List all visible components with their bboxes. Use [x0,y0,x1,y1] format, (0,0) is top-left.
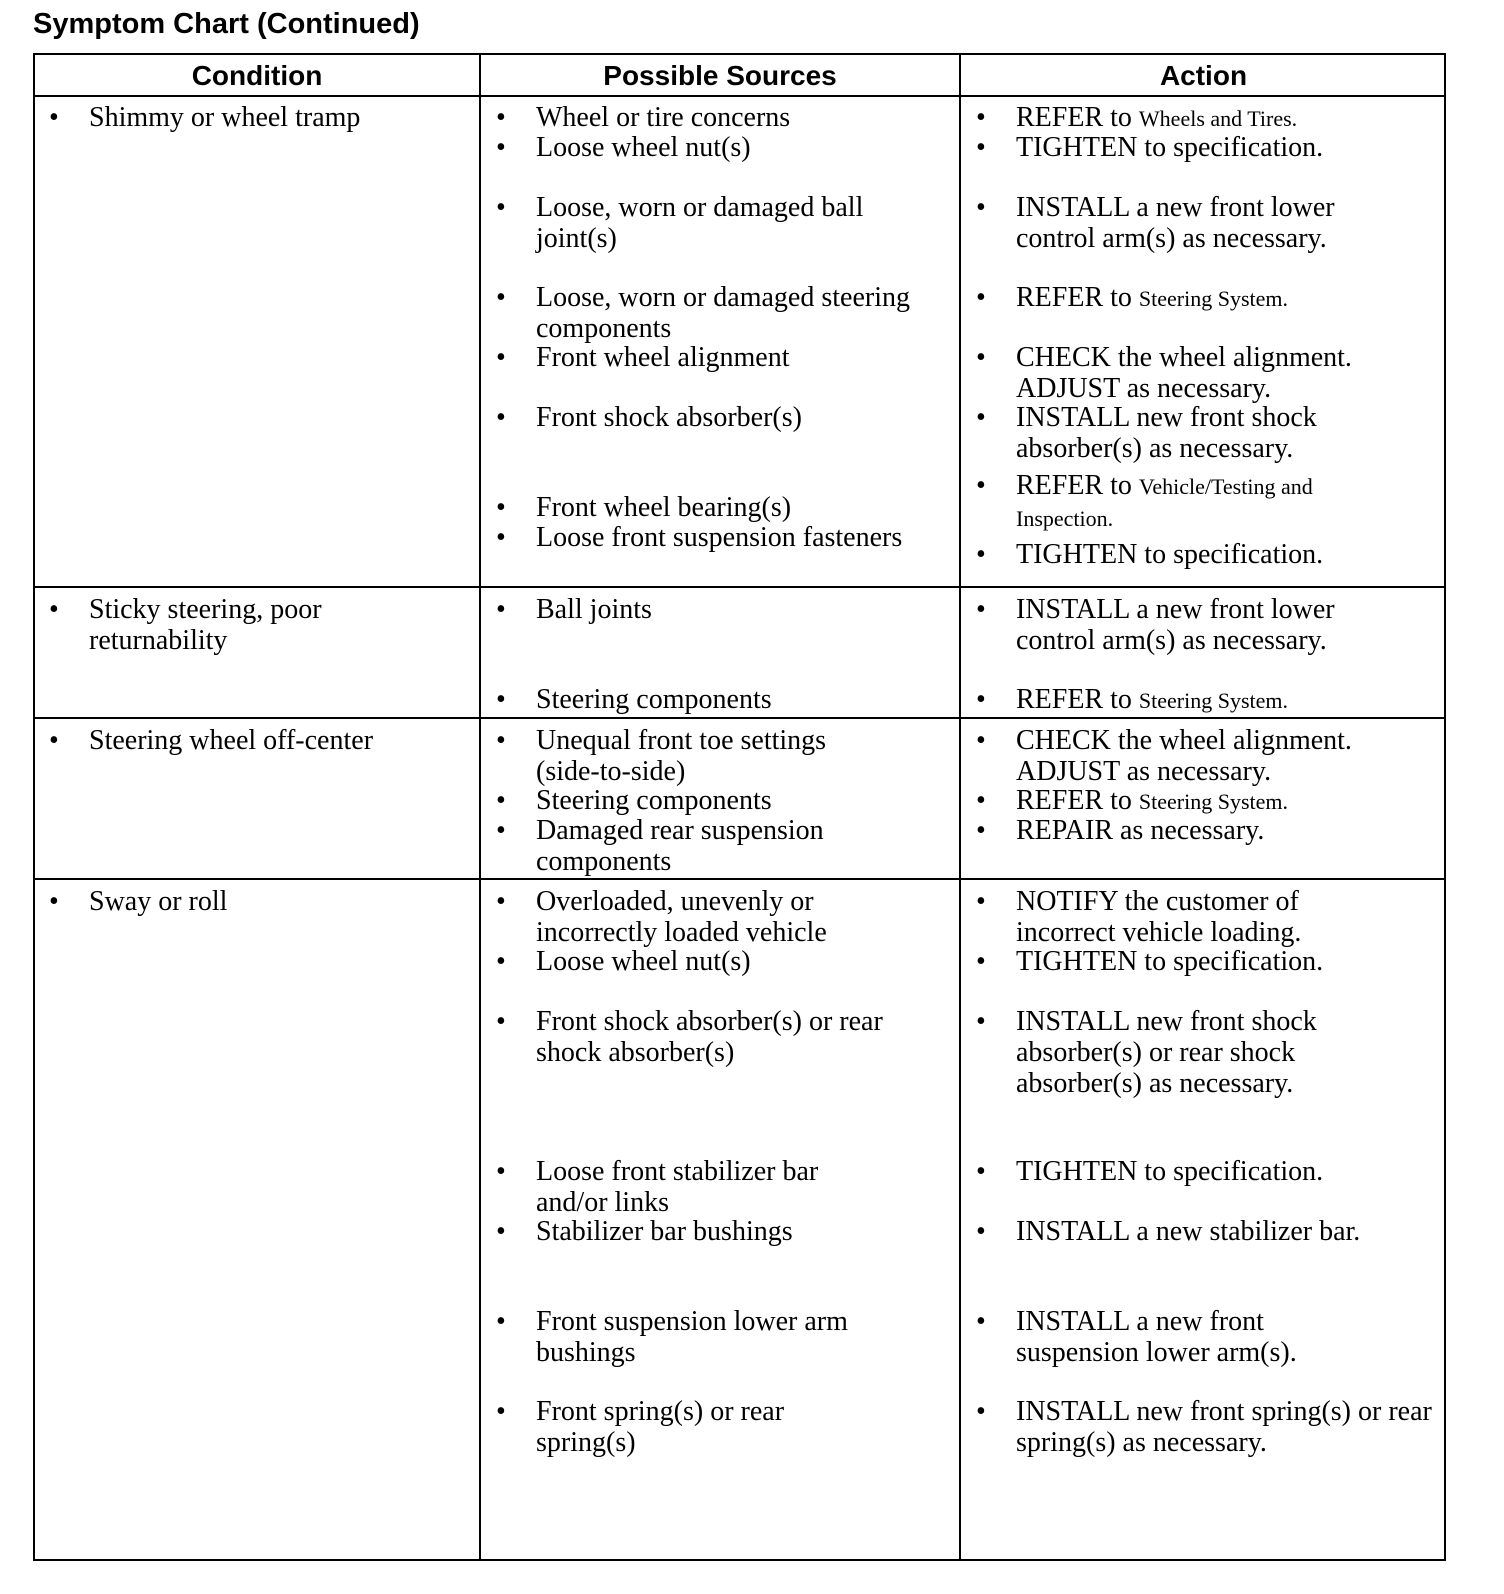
source-item: • Loose front suspension fasteners [496,522,903,553]
source-item: • Front wheel alignment [496,342,790,373]
source-item: • Loose wheel nut(s) [496,132,751,163]
condition-cell: • Shimmy or wheel tramp [49,102,361,133]
source-item: • Loose, worn or damaged steering components [496,282,910,344]
action-item: • INSTALL new front shock absorber(s) as necessary. [976,402,1317,464]
condition-cell: • Steering wheel off-center [49,725,374,756]
source-item: • Loose front stabilizer bar and/or links [496,1156,819,1218]
action-item: • INSTALL a new stabilizer bar. [976,1216,1361,1247]
action-item: • REFER to Steering System. [976,785,1289,816]
action-item: • REFER to Wheels and Tires. [976,102,1298,133]
source-item: • Unequal front toe settings (side-to-side) [496,725,827,787]
source-item: • Loose, worn or damaged ball joint(s) [496,192,864,254]
source-item: • Damaged rear suspension components [496,815,824,877]
action-item: • INSTALL a new front lower control arm(s) as necessary. [976,594,1335,656]
source-item: • Steering components [496,684,772,715]
condition-cell: • Sway or roll [49,886,228,917]
action-item: • CHECK the wheel alignment. ADJUST as necessary. [976,342,1352,404]
action-item: • TIGHTEN to specification. [976,132,1324,163]
action-item: • REFER to Steering System. [976,282,1289,313]
column-header-condition: Condition [191,60,323,91]
condition-cell: • Sticky steering, poor returnability [49,594,322,656]
column-divider [959,55,961,1559]
page-title: Symptom Chart (Continued) [33,8,420,40]
action-item: • INSTALL a new front suspension lower arm(s). [976,1306,1297,1368]
action-item: • INSTALL a new front lower control arm(s) as necessary. [976,192,1335,254]
source-item: • Front wheel bearing(s) [496,492,792,523]
source-item: • Overloaded, unevenly or incorrectly loaded vehicle [496,886,827,948]
action-item: • REFER to Vehicle/Testing and Inspection. [976,470,1313,531]
column-header-sources: Possible Sources [603,60,837,91]
source-item: • Front shock absorber(s) [496,402,802,433]
source-item: • Front spring(s) or rear spring(s) [496,1396,785,1458]
source-item: • Ball joints [496,594,652,625]
row-divider [35,717,1444,719]
source-item: • Stabilizer bar bushings [496,1216,793,1247]
row-divider [35,586,1444,588]
action-item: • REPAIR as necessary. [976,815,1265,846]
source-item: • Wheel or tire concerns [496,102,791,133]
source-item: • Front suspension lower arm bushings [496,1306,848,1368]
symptom-chart-table [33,53,1446,1561]
action-item: • INSTALL new front spring(s) or rear spring(s) as necessary. [976,1396,1432,1458]
action-item: • TIGHTEN to specification. [976,1156,1324,1187]
action-item: • NOTIFY the customer of incorrect vehicle loading. [976,886,1302,948]
action-item: • TIGHTEN to specification. [976,946,1324,977]
column-header-action: Action [1159,60,1248,91]
column-divider [479,55,481,1559]
action-item: • CHECK the wheel alignment. ADJUST as necessary. [976,725,1352,787]
source-item: • Steering components [496,785,772,816]
action-item: • TIGHTEN to specification. [976,539,1324,570]
source-item: • Loose wheel nut(s) [496,946,751,977]
action-item: • REFER to Steering System. [976,684,1289,715]
row-divider [35,878,1444,880]
action-item: • INSTALL new front shock absorber(s) or rear shock absorber(s) as necessary. [976,1006,1317,1099]
source-item: • Front shock absorber(s) or rear shock absorber(s) [496,1006,883,1068]
